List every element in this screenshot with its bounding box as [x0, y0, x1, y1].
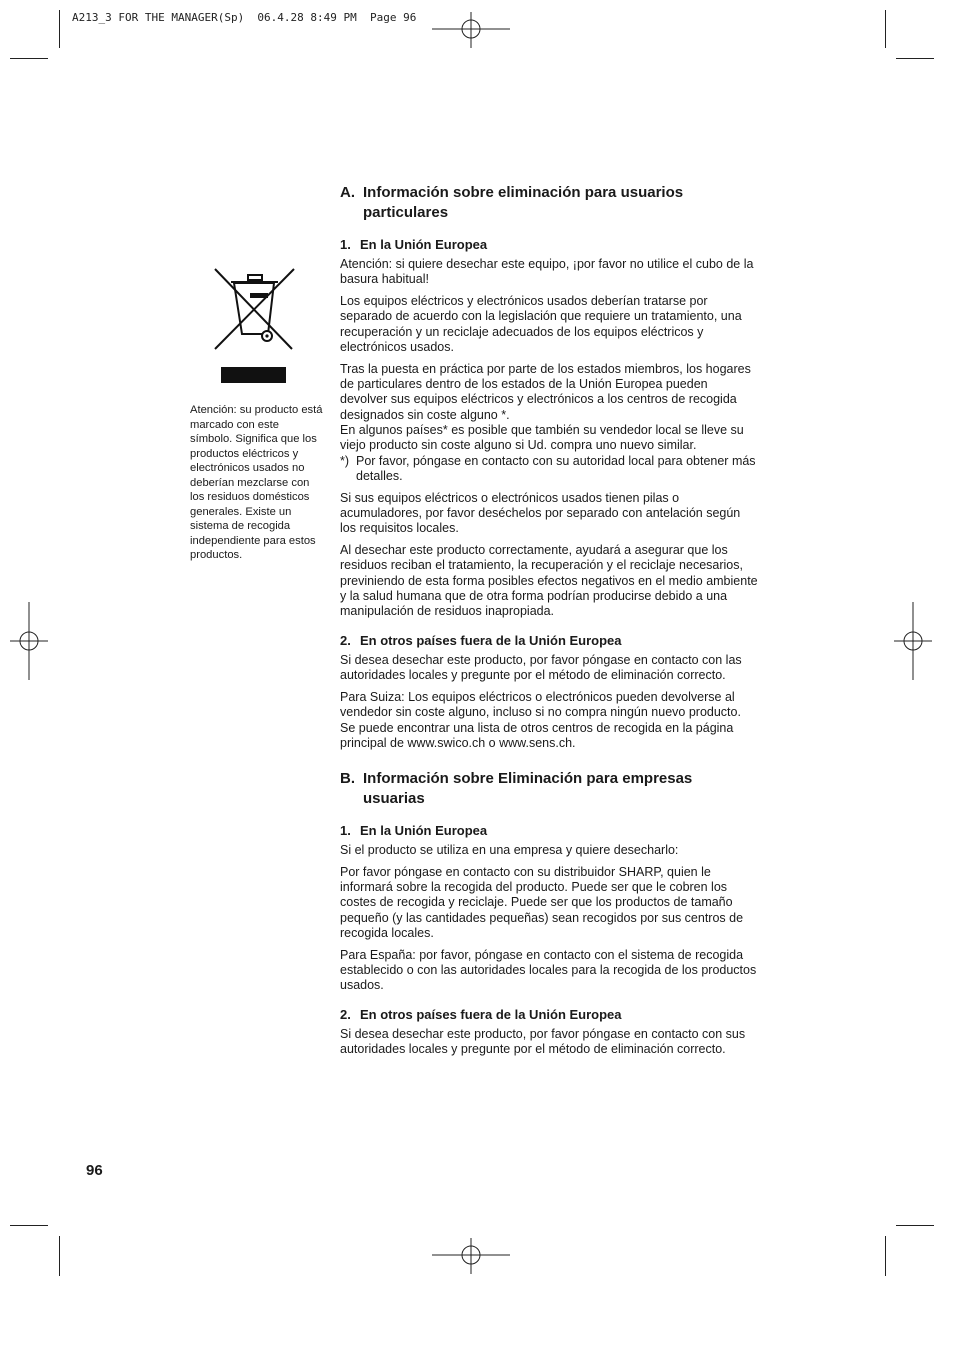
crop-mark — [10, 1225, 48, 1226]
main-content — [340, 183, 758, 1064]
crop-mark — [59, 1236, 60, 1276]
paragraph: Si sus equipos eléctricos o electrónicos usados tienen pilas o acumuladores, por favor deséchelos por separado con antelación según los requisitos locales. — [340, 490, 741, 536]
registration-mark-icon — [432, 10, 512, 50]
crop-mark — [59, 10, 60, 48]
subsection-title: En la Unión Europea — [360, 822, 488, 838]
crop-mark — [896, 1225, 934, 1226]
crop-mark — [885, 1236, 886, 1276]
paragraph: Los equipos eléctricos y electrónicos usados deberían tratarse por separado de acuerdo con la legislación que requiere un tratamiento, una recuperación y un reciclaje adecuados de los equipos eléctricos y electrónicos usados. — [340, 294, 742, 354]
paragraph: Si desea desechar este producto, por favor póngase en contacto con las autoridades locales y pregunte por el método de eliminación correcto. — [340, 653, 742, 683]
section-letter: A. — [340, 184, 355, 201]
crop-mark — [10, 58, 48, 59]
subsection-title: En otros países fuera de la Unión Europea — [360, 633, 622, 649]
paragraph: Para España: por favor, póngase en contacto con el sistema de recogida establecido o con las autoridades locales para la recogida de los productos usados. — [340, 947, 757, 993]
paragraph: Tras la puesta en práctica por parte de los estados miembros, los hogares de particulares dentro de los estados de la Unión Europea pueden devolver sus equipos eléctricos y electrónicos a los centros de recogida designados sin coste alguno *. — [340, 361, 751, 422]
print-slug: A213_3 FOR THE MANAGER(Sp) 06.4.28 8:49 PM Page 96 — [72, 11, 417, 24]
registration-mark-icon — [432, 1236, 512, 1276]
subsection-number: 1. — [340, 822, 351, 838]
crop-mark — [896, 58, 934, 59]
crossed-out-wheelie-bin-icon — [212, 266, 296, 352]
paragraph: En algunos países* es posible que también su vendedor local se lleve su viejo producto sin coste alguno si Ud. compra uno nuevo similar. — [340, 422, 744, 453]
paragraph: Por favor póngase en contacto con su distribuidor SHARP, quien le informará sobre la recogida del producto. Puede ser que le cobren los costes de recogida y reciclaje. Puede ser que los productos de tamaño pequeño (y las cantidades pequeñas) sean recogidos por sus centros de recogida locales. — [340, 864, 744, 940]
footnote — [340, 454, 758, 485]
footnote-mark: *) — [340, 453, 350, 468]
section-title: Información sobre eliminación para usuarios particulares — [363, 184, 684, 221]
section-letter: B. — [340, 769, 355, 787]
subsection-heading — [340, 633, 758, 649]
paragraph: Atención: si quiere desechar este equipo, ¡por favor no utilice el cubo de la basura habitual! — [340, 257, 754, 287]
section-title: Información sobre Eliminación para empresas usuarias — [363, 769, 693, 807]
page-number: 96 — [86, 1162, 103, 1179]
subsection-number: 2. — [340, 633, 351, 649]
crop-mark — [885, 10, 886, 48]
subsection-number: 2. — [340, 1006, 351, 1022]
section-b-heading — [340, 769, 758, 809]
paragraph: Para Suiza: Los equipos eléctricos o electrónicos pueden devolverse al vendedor sin coste alguno, incluso si no compra ningún nuevo producto. Se puede encontrar una lista de otros centros de recogida en la página principal de www.swico.ch o www.sens.ch. — [340, 690, 741, 751]
symbol-bar — [221, 367, 286, 383]
subsection-title: En la Unión Europea — [360, 237, 488, 252]
paragraph: Al desechar este producto correctamente, ayudará a asegurar que los residuos reciban el tratamiento, la recuperación y el reciclaje necesarios, previniendo de esta forma posibles efectos negativos en el medio ambiente y la salud humana que de otra forma podrían producirse debido a una manipulación de residuos inapropiada. — [340, 543, 758, 619]
registration-mark-icon — [894, 602, 934, 682]
footnote-text: Por favor, póngase en contacto con su autoridad local para obtener más detalles. — [356, 453, 756, 483]
paragraph: Si desea desechar este producto, por favor póngase en contacto con sus autoridades locales y pregunte por el método de eliminación correcto. — [340, 1026, 746, 1057]
section-a-heading — [340, 183, 758, 223]
subsection-heading — [340, 237, 758, 253]
sidebar-note: Atención: su producto está marcado con este símbolo. Significa que los productos eléctricos y electrónicos usados no deberían mezclarse con los residuos domésticos generales. Existe un sistema de recogida independiente para estos productos. — [190, 404, 323, 561]
subsection-number: 1. — [340, 237, 351, 252]
paragraph: Si el producto se utiliza en una empresa y quiere desecharlo: — [340, 842, 679, 857]
subsection-heading — [340, 823, 758, 839]
registration-mark-icon — [10, 602, 50, 682]
subsection-title: En otros países fuera de la Unión Europea — [360, 1006, 622, 1022]
subsection-heading — [340, 1007, 758, 1023]
